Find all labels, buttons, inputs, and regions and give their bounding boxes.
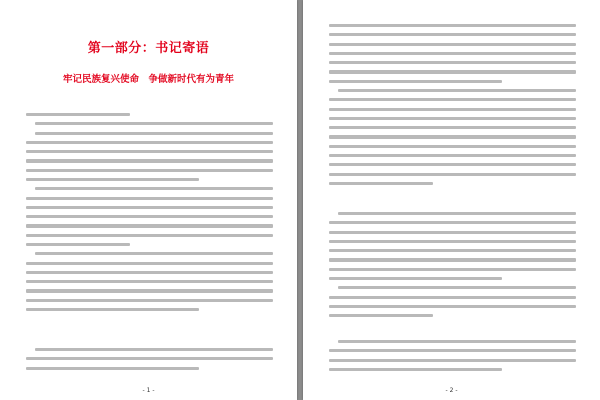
text-line — [329, 135, 576, 138]
text-line — [26, 206, 273, 209]
text-line — [26, 357, 273, 360]
text-line — [26, 197, 273, 200]
text-line — [329, 80, 502, 83]
body-text-block — [329, 212, 576, 323]
text-line — [338, 340, 576, 343]
text-line — [35, 122, 273, 125]
body-text-block — [26, 348, 273, 376]
text-line — [329, 221, 576, 224]
text-line — [26, 280, 273, 283]
text-line — [338, 212, 576, 215]
text-line — [329, 154, 576, 157]
text-line — [26, 169, 273, 172]
text-line — [35, 348, 273, 351]
text-line — [329, 314, 433, 317]
text-line — [329, 52, 576, 55]
text-line — [329, 349, 576, 352]
text-line — [26, 141, 273, 144]
text-line — [35, 187, 273, 190]
text-line — [329, 296, 576, 299]
text-line — [329, 70, 576, 73]
text-line — [26, 271, 273, 274]
text-line — [26, 234, 273, 237]
body-text-block — [329, 24, 576, 191]
text-line — [329, 231, 576, 234]
text-line — [329, 117, 576, 120]
text-line — [35, 252, 273, 255]
document-page-left — [0, 0, 297, 400]
text-line — [329, 24, 576, 27]
text-line — [338, 89, 576, 92]
text-line — [26, 367, 199, 370]
text-line — [329, 258, 576, 261]
text-line — [26, 299, 273, 302]
document-page-right — [303, 0, 600, 400]
page-number: - 2 - — [445, 387, 458, 394]
text-line — [329, 305, 576, 308]
text-line — [329, 33, 576, 36]
text-line — [329, 61, 576, 64]
body-text-block — [329, 340, 576, 377]
text-line — [26, 289, 273, 292]
text-line — [329, 145, 576, 148]
text-line — [26, 159, 273, 162]
text-line — [329, 277, 502, 280]
text-line — [26, 215, 273, 218]
text-line — [338, 286, 576, 289]
text-line — [329, 182, 433, 185]
text-line — [26, 150, 273, 153]
text-line — [329, 163, 576, 166]
text-line — [329, 173, 576, 176]
main-title: 牢记民族复兴使命 争做新时代有为青年 — [62, 74, 234, 85]
text-line — [329, 126, 576, 129]
text-line — [329, 240, 576, 243]
text-line — [329, 359, 576, 362]
text-line — [26, 243, 130, 246]
part-title: 第一部分：书记寄语 — [87, 41, 210, 56]
text-line — [329, 249, 576, 252]
text-line — [26, 113, 130, 116]
text-line — [329, 43, 576, 46]
text-line — [329, 98, 576, 101]
text-line — [26, 224, 273, 227]
text-line — [329, 108, 576, 111]
text-line — [26, 178, 199, 181]
text-line — [329, 368, 502, 371]
text-line — [35, 132, 273, 135]
text-line — [26, 262, 273, 265]
text-line — [26, 308, 199, 311]
page-number: - 1 - — [142, 387, 155, 394]
text-line — [329, 268, 576, 271]
body-text-block — [26, 113, 273, 317]
